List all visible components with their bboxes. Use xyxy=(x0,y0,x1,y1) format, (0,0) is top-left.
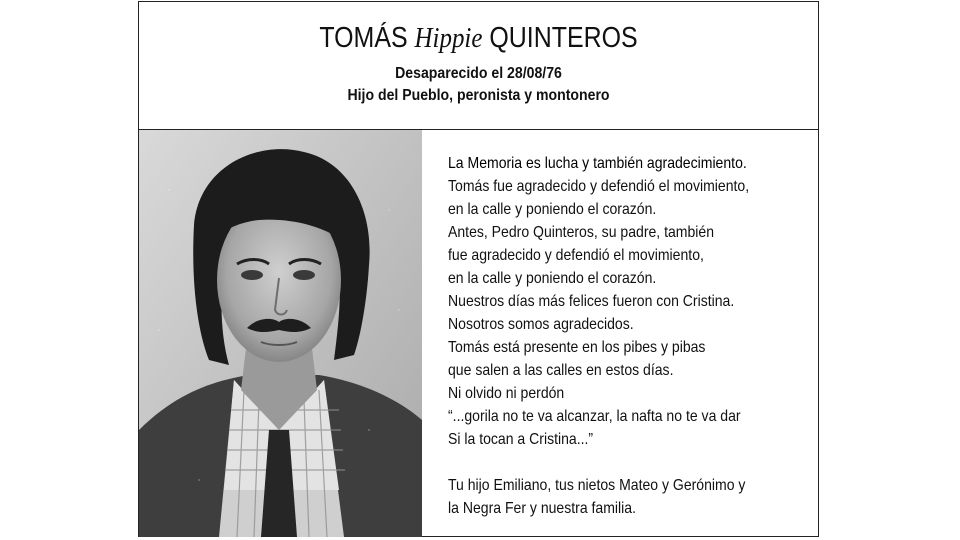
body-line: Tomás fue agradecido y defendió el movimiento, xyxy=(448,178,750,195)
body-line: en la calle y poniendo el corazón. xyxy=(448,201,657,218)
memorial-notice xyxy=(138,1,819,537)
body-line: Ni olvido ni perdón xyxy=(448,385,565,402)
body-line: Nosotros somos agradecidos. xyxy=(448,316,634,333)
notice-body xyxy=(448,152,816,520)
body-line: La Memoria es lucha y también agradecimiento. xyxy=(448,155,747,172)
quote-line: “...gorila no te va alcanzar, la nafta no te va dar xyxy=(448,408,741,425)
body-line: fue agradecido y defendió el movimiento, xyxy=(448,247,704,264)
signature-line: Tu hijo Emiliano, tus nietos Mateo y Gerónimo y xyxy=(448,477,746,494)
body-line: Nuestros días más felices fueron con Cristina. xyxy=(448,293,735,310)
quote-line: Si la tocan a Cristina...” xyxy=(448,431,594,448)
signature-line: la Negra Fer y nuestra familia. xyxy=(448,500,636,517)
tagline: Hijo del Pueblo, peronista y montonero xyxy=(347,87,610,104)
portrait-photo xyxy=(139,130,422,537)
name-last: QUINTEROS xyxy=(489,22,638,54)
body-line: que salen a las calles en estos días. xyxy=(448,362,674,379)
nickname: Hippie xyxy=(414,22,483,54)
body-line: Antes, Pedro Quinteros, su padre, también xyxy=(448,224,715,241)
name-first: TOMÁS xyxy=(319,22,408,54)
notice-header xyxy=(139,2,818,130)
notice-title xyxy=(187,20,771,56)
disappearance-date: Desaparecido el 28/08/76 xyxy=(395,65,562,82)
body-line: en la calle y poniendo el corazón. xyxy=(448,270,657,287)
paragraph-gap xyxy=(448,451,816,474)
body-line: Tomás está presente en los pibes y pibas xyxy=(448,339,706,356)
